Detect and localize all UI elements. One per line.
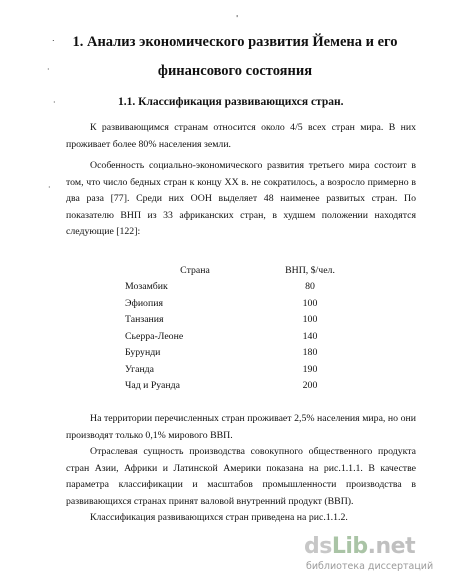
gnp-cell: 200 <box>302 380 318 392</box>
scan-mark: · <box>48 183 51 192</box>
gnp-cell: 100 <box>302 314 318 326</box>
gnp-cell: 140 <box>302 330 318 342</box>
dslib-logo: dsLib.net <box>304 534 416 559</box>
watermark-subtitle: библиотека диссертаций <box>306 561 434 572</box>
gnp-cell: 100 <box>302 297 318 309</box>
scan-mark: . <box>52 34 55 43</box>
table-header-row <box>115 262 345 279</box>
table-row <box>115 279 345 296</box>
gnp-cell: 190 <box>302 363 318 375</box>
country-cell: Танзания <box>125 314 164 326</box>
gnp-cell: 180 <box>302 347 318 359</box>
country-cell: Сьерра-Леоне <box>125 330 184 342</box>
section-title: 1.1. Классификация развивающихся стран. <box>118 96 344 108</box>
paragraph: Классификация развивающихся стран приведена на рис.1.1.2. <box>90 512 348 523</box>
gdp-table <box>115 262 345 394</box>
chapter-title-line-1: 1. Анализ экономического развития Йемена и его <box>72 34 398 50</box>
table-row <box>115 312 345 329</box>
country-cell: Эфиопия <box>125 297 163 309</box>
gnp-cell: 80 <box>305 281 315 293</box>
table-row <box>115 361 345 378</box>
country-cell: Чад и Руанда <box>125 380 180 392</box>
country-cell: Мозамбик <box>125 281 168 293</box>
table-row <box>115 295 345 312</box>
scan-mark: · <box>53 98 56 107</box>
country-cell: Бурунди <box>125 347 161 359</box>
column-header-country: Страна <box>180 264 210 276</box>
chapter-title-line-2: финансового состояния <box>157 63 313 79</box>
paragraph: Особенность социально-экономического развития третьего мира состоит в том, что число бедных стран к концу XX в. не сократилось, а возросло примерно в два раза [77]. Среди них ООН выделяет 48 наименее развитых стран. По показателю ВНП из 33 африканских стран, в худшем положении находятся следующие [122]: <box>66 160 416 237</box>
table-row <box>115 378 345 395</box>
country-cell: Уганда <box>125 363 155 375</box>
table-row <box>115 328 345 345</box>
scan-mark: ' <box>236 14 239 23</box>
paragraph: Отраслевая сущность производства совокупного общественного продукта стран Азии, Африки и Латинской Америки показана на рис.1.1.1. В качестве параметра классификации и масштабов промышленности производства в развивающихся странах принят валовой внутренний продукт (ВВП). <box>66 446 416 507</box>
paragraph: На территории перечисленных стран проживает 2,5% населения мира, но они производят только 0,1% мирового ВВП. <box>66 413 416 441</box>
scan-mark: · <box>47 65 50 74</box>
dslib-watermark <box>304 534 442 574</box>
column-header-gnp: ВНП, $/чел. <box>285 264 335 276</box>
paragraph: К развивающимся странам относится около 4/5 всех стран мира. В них проживает более 80% населения земли. <box>66 122 416 150</box>
table-row <box>115 345 345 362</box>
